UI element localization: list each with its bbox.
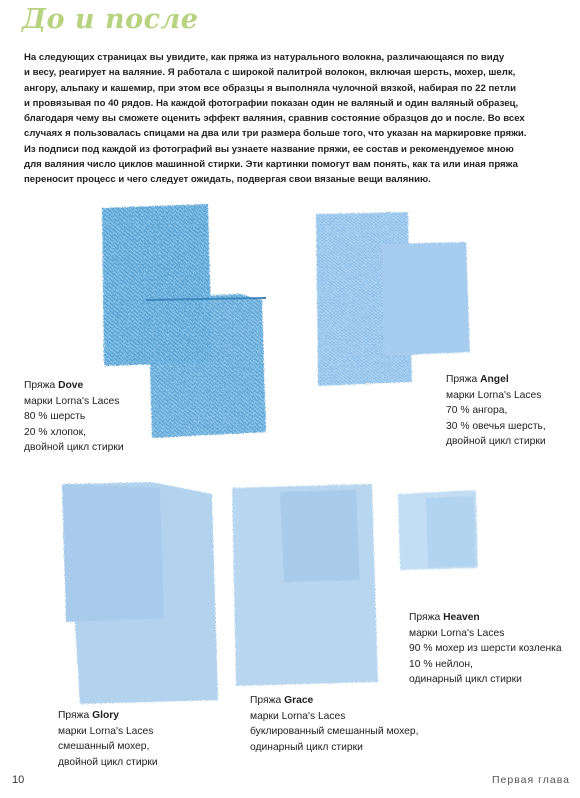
caption-line: одинарный цикл стирки [250,741,363,753]
intro-line: ангору, альпаку и кашемир, при этом все образцы я выполняла чулочной вязкой, набирая по 22 петли [24,82,517,94]
chapter-label: Первая глава [492,774,570,786]
caption-prefix: Пряжа [446,374,481,385]
yarn-name: Glory [92,710,119,721]
caption-prefix: Пряжа [250,695,285,706]
caption-line: 80 % шерсть [24,411,86,422]
intro-line: и провязывая по 40 рядов. На каждой фотографии показан один не валяный и один валяный образец, [24,97,519,109]
caption-line: 90 % мохер из шерсти козленка [409,643,562,654]
caption-line: 10 % нейлон, [409,658,473,670]
caption-heaven [409,610,562,688]
caption-angel [446,372,546,450]
intro-line: благодаря чему вы сможете оценить эффект валяния, сравнив состояние образцов до и после. Во всех [24,113,525,125]
yarn-name: Dove [58,380,84,391]
caption-glory [58,708,158,770]
yarn-name: Angel [480,374,509,385]
caption-line: 20 % хлопок, [24,426,86,438]
caption-grace [250,693,419,755]
caption-prefix: Пряжа [58,710,93,721]
caption-line: буклированный смешанный мохер, [250,726,419,737]
yarn-name: Grace [284,695,314,706]
glory-swatch-after [62,484,164,622]
caption-line: марки Lorna's Laces [24,395,120,407]
caption-line: марки Lorna's Laces [446,389,542,401]
caption-line: одинарный цикл стирки [409,674,522,685]
intro-paragraph [24,50,562,188]
caption-prefix: Пряжа [409,612,444,623]
caption-line: марки Lorna's Laces [58,725,154,737]
intro-line: Из подписи под каждой из фотографий вы узнаете название пряжи, ее состав и рекомендуемое мною [24,143,514,155]
heaven-swatch-after [426,496,476,568]
intro-line: На следующих страницах вы увидите, как пряжа из натурального волокна, различающаяся по виду [24,52,505,63]
intro-line: для валяния число циклов машинной стирки. Эти картинки помогут вам понять, как та или иная пряжа [24,159,518,171]
yarn-name: Heaven [443,612,480,623]
caption-line: смешанный мохер, [58,741,150,752]
intro-line: и весу, реагирует на валяние. Я работала с широкой палитрой волокон, включая шерсть, мохер, шелк, [24,67,516,79]
page-title: До и после [22,4,199,35]
caption-line: 70 % ангора, [446,405,508,416]
caption-line: 30 % овечья шерсть, [446,420,546,432]
page-number: 10 [12,774,25,786]
intro-line: случаях я пользовалась спицами на два или три размера больше того, что указан на маркировке пряжи. [24,128,527,140]
caption-prefix: Пряжа [24,380,59,391]
caption-dove [24,378,124,456]
grace-swatch-after [280,490,360,582]
intro-line: переносит процесс и чего следует ожидать, подвергая свои вязаные вещи валянию. [24,174,431,186]
caption-line: марки Lorna's Laces [409,627,505,639]
caption-line: двойной цикл стирки [446,436,546,447]
caption-line: марки Lorna's Laces [250,710,346,722]
caption-line: двойной цикл стирки [58,756,158,768]
angel-swatch-after [382,242,470,356]
dove-swatch-after [146,294,266,438]
caption-line: двойной цикл стирки [24,442,124,453]
